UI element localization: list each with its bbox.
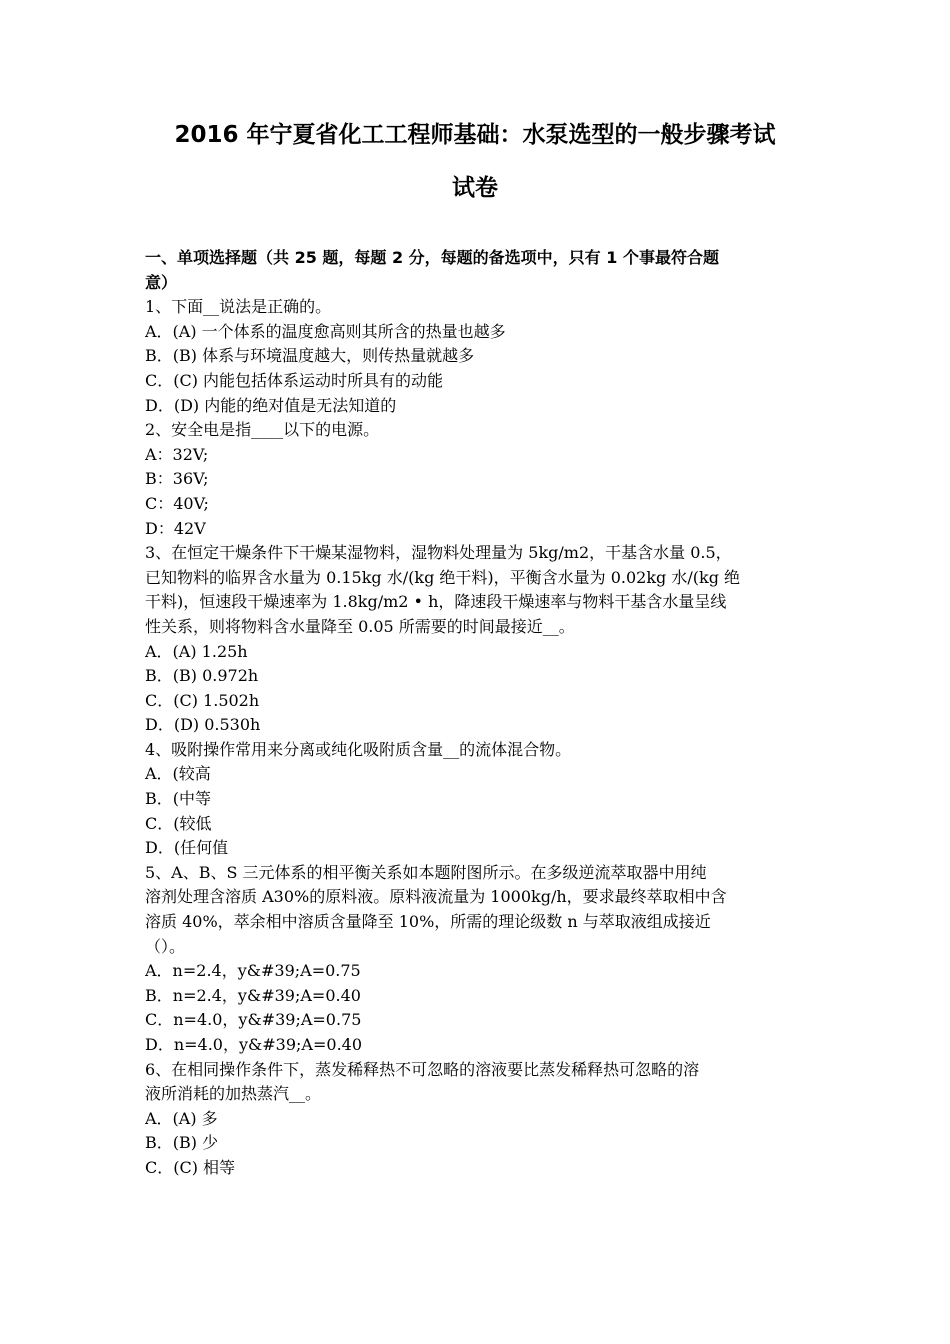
answer-option-c: C．n=4.0，y&#39;A=0.75 — [145, 1010, 362, 1030]
question-stem: 溶剂处理含溶质 A30%的原料液。原料液流量为 1000kg/h，要求最终萃取相中含 — [145, 887, 727, 907]
question-5 — [145, 861, 810, 1058]
question-stem: 溶质 40%，萃余相中溶质含量降至 10%，所需的理论级数 n 与萃取液组成接近 — [145, 912, 711, 932]
answer-option-b: B：36V; — [145, 469, 209, 489]
answer-option-d: D：42V — [145, 518, 206, 538]
answer-option-c: C．(C) 相等 — [145, 1157, 236, 1177]
answer-option-a: A．(较高 — [145, 764, 211, 784]
question-stem: 3、在恒定干燥条件下干燥某湿物料，湿物料处理量为 5kg/m2，干基含水量 0.5， — [145, 543, 732, 563]
question-4 — [145, 738, 810, 861]
answer-option-c: C．(较低 — [145, 813, 212, 833]
question-stem: 已知物料的临界含水量为 0.15kg 水/(kg 绝干料)，平衡含水量为 0.02kg 水/(kg 绝 — [145, 567, 741, 587]
question-3 — [145, 541, 810, 738]
answer-option-c: C．(C) 1.502h — [145, 690, 260, 710]
question-stem: 5、A、B、S 三元体系的相平衡关系如本题附图所示。在多级逆流萃取器中用纯 — [145, 862, 707, 882]
document-body — [145, 246, 810, 1181]
document-title-line-1: 2016 年宁夏省化工工程师基础：水泵选型的一般步骤考试 — [174, 122, 776, 148]
answer-option-b: B．(B) 体系与环境温度越大，则传热量就越多 — [145, 346, 475, 366]
question-stem: 液所消耗的加热蒸汽__。 — [145, 1084, 322, 1104]
answer-option-a: A．(A) 一个体系的温度愈高则其所含的热量也越多 — [145, 321, 506, 341]
answer-option-b: B．(中等 — [145, 789, 212, 809]
answer-option-d: D．(D) 内能的绝对值是无法知道的 — [145, 395, 397, 415]
question-stem: 性关系，则将物料含水量降至 0.05 所需要的时间最接近__。 — [145, 616, 575, 636]
answer-option-b: B．n=2.4，y&#39;A=0.40 — [145, 985, 361, 1005]
answer-option-b: B．(B) 0.972h — [145, 666, 259, 686]
question-stem: 干料)，恒速段干燥速率为 1.8kg/m2 • h，降速段干燥速率与物料干基含水量呈线 — [145, 592, 727, 612]
question-stem: 1、下面__说法是正确的。 — [145, 297, 332, 317]
answer-option-a: A．n=2.4，y&#39;A=0.75 — [145, 961, 361, 981]
question-stem: 4、吸附操作常用来分离或纯化吸附质含量__的流体混合物。 — [145, 739, 572, 759]
question-stem: 6、在相同操作条件下，蒸发稀释热不可忽略的溶液要比蒸发稀释热可忽略的溶 — [145, 1059, 700, 1079]
question-6 — [145, 1058, 810, 1181]
answer-option-a: A．(A) 多 — [145, 1108, 218, 1128]
section-heading-line-1: 一、单项选择题（共 25 题，每题 2 分，每题的备选项中，只有 1 个事最符合题 — [145, 248, 719, 267]
answer-option-b: B．(B) 少 — [145, 1133, 219, 1153]
question-2 — [145, 418, 810, 541]
section-heading-line-2: 意） — [145, 272, 178, 292]
answer-option-a: A．(A) 1.25h — [145, 641, 248, 661]
answer-option-c: C：40V; — [145, 493, 209, 513]
answer-option-c: C．(C) 内能包括体系运动时所具有的动能 — [145, 370, 444, 390]
question-stem: 2、安全电是指____以下的电源。 — [145, 420, 380, 440]
question-stem: （）。 — [145, 936, 186, 956]
document-title-line-2: 试卷 — [452, 175, 498, 201]
answer-option-d: D．(任何值 — [145, 838, 229, 858]
answer-option-a: A：32V; — [145, 444, 209, 464]
answer-option-d: D．n=4.0，y&#39;A=0.40 — [145, 1035, 363, 1054]
question-1 — [145, 295, 810, 418]
answer-option-d: D．(D) 0.530h — [145, 715, 261, 735]
